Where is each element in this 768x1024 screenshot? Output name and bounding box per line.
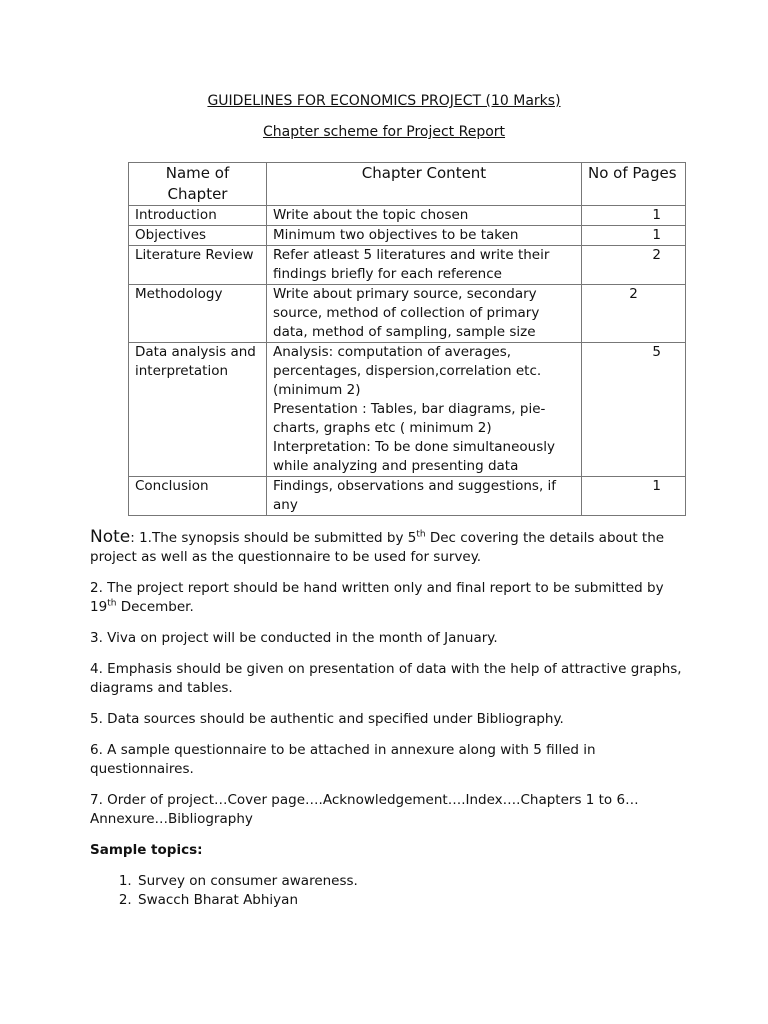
chapter-pages: 2 bbox=[582, 246, 686, 285]
header-no-of-pages: No of Pages bbox=[582, 163, 686, 206]
chapter-content: Write about primary source, secondary source, method of collection of primary data, method of sampling, sample size bbox=[267, 285, 582, 343]
chapter-content: Interpretation: To be done simultaneously while analyzing and presenting data bbox=[273, 439, 555, 474]
superscript: th bbox=[107, 598, 117, 609]
chapter-pages: 1 bbox=[582, 477, 686, 516]
chapter-content: Minimum two objectives to be taken bbox=[267, 226, 582, 246]
table-row bbox=[129, 226, 686, 246]
chapter-content: Presentation : Tables, bar diagrams, pie-charts, graphs etc ( minimum 2) bbox=[273, 401, 546, 436]
table-row bbox=[129, 285, 686, 343]
note-2 bbox=[90, 579, 690, 617]
table-row bbox=[129, 343, 686, 477]
note-text: : 1.The synopsis should be submitted by 5 bbox=[130, 530, 417, 546]
chapter-name: Methodology bbox=[129, 285, 267, 343]
sample-topics-heading: Sample topics: bbox=[90, 842, 203, 858]
table-header-row bbox=[129, 163, 686, 206]
header-name-of-chapter: Name of Chapter bbox=[129, 163, 267, 206]
notes-section bbox=[90, 528, 690, 910]
chapter-pages: 1 bbox=[582, 226, 686, 246]
chapter-name: Data analysis and interpretation bbox=[129, 343, 267, 477]
chapter-content: Write about the topic chosen bbox=[267, 206, 582, 226]
chapter-content-group bbox=[267, 343, 582, 477]
note-text: Dec covering the details about the project as well as the questionnaire to be used for survey. bbox=[90, 530, 665, 565]
note-1 bbox=[90, 528, 690, 567]
list-item: 2. Swacch Bharat Abhiyan bbox=[136, 891, 690, 910]
note-text: 2. The project report should be hand written only and final report to be submitted by 19 bbox=[90, 580, 664, 615]
chapter-pages: 1 bbox=[582, 206, 686, 226]
note-3: 3. Viva on project will be conducted in the month of January. bbox=[90, 630, 498, 646]
note-4: 4. Emphasis should be given on presentation of data with the help of attractive graphs, diagrams and tables. bbox=[90, 661, 682, 696]
sample-topics-list bbox=[90, 872, 690, 910]
note-text: December. bbox=[116, 599, 194, 615]
header-chapter-content: Chapter Content bbox=[267, 163, 582, 206]
chapter-content: Analysis: computation of averages, percentages, dispersion,correlation etc. (minimum 2) bbox=[273, 344, 542, 398]
note-6: 6. A sample questionnaire to be attached in annexure along with 5 filled in questionnaires. bbox=[90, 742, 596, 777]
note-label: Note bbox=[90, 527, 131, 547]
chapter-pages: 5 bbox=[582, 343, 686, 477]
note-7: 7. Order of project…Cover page….Acknowledgement….Index….Chapters 1 to 6…Annexure…Bibliography bbox=[90, 792, 639, 827]
chapter-content: Refer atleast 5 literatures and write their findings briefly for each reference bbox=[267, 246, 582, 285]
note-5: 5. Data sources should be authentic and specified under Bibliography. bbox=[90, 711, 564, 727]
document-subtitle: Chapter scheme for Project Report bbox=[262, 124, 506, 140]
document-title: GUIDELINES FOR ECONOMICS PROJECT (10 Marks) bbox=[207, 93, 561, 109]
chapter-name: Objectives bbox=[129, 226, 267, 246]
table-row bbox=[129, 246, 686, 285]
chapter-content: Findings, observations and suggestions, if any bbox=[267, 477, 582, 516]
chapter-scheme-table bbox=[128, 162, 686, 516]
table-row bbox=[129, 206, 686, 226]
superscript: th bbox=[416, 529, 426, 540]
chapter-name: Introduction bbox=[129, 206, 267, 226]
list-item: 1. Survey on consumer awareness. bbox=[136, 872, 690, 891]
table-row bbox=[129, 477, 686, 516]
chapter-pages: 2 bbox=[582, 285, 686, 343]
chapter-name: Conclusion bbox=[129, 477, 267, 516]
chapter-name: Literature Review bbox=[129, 246, 267, 285]
